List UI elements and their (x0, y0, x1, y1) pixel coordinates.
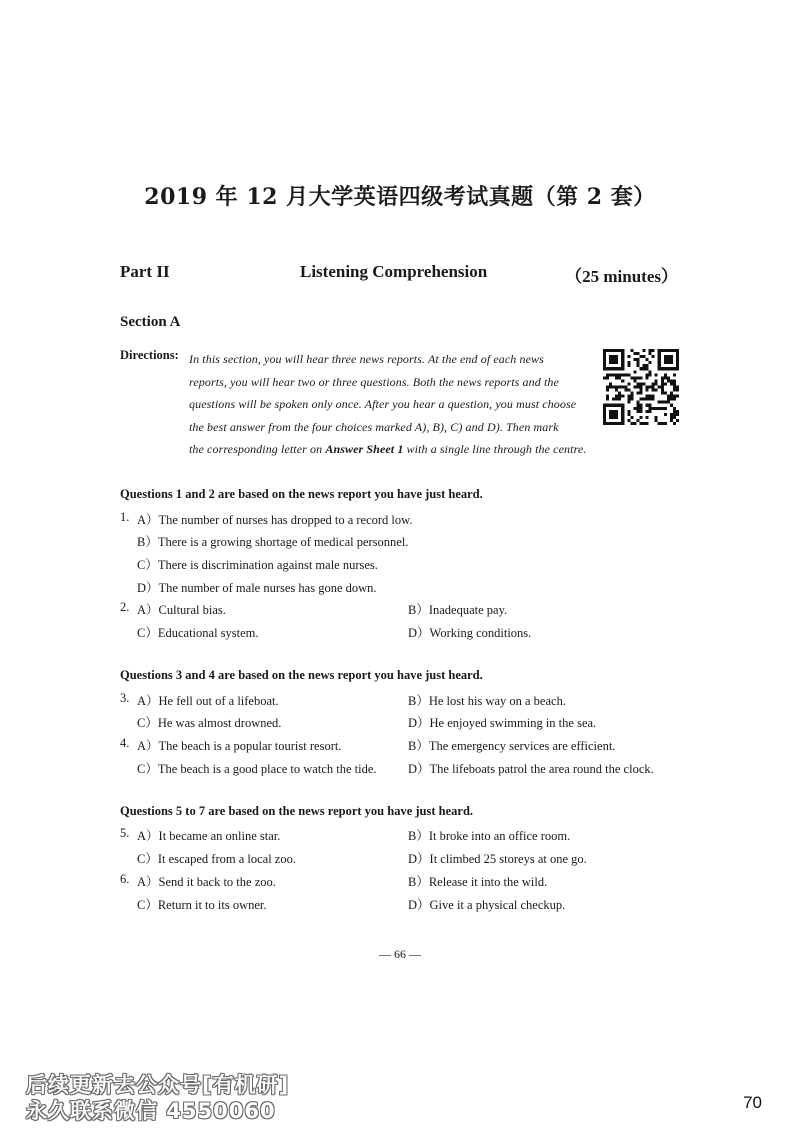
directions-line: the best answer from the four choices marked A), B), C) and D). Then mark (189, 419, 559, 434)
answer-option[interactable]: C）It escaped from a local zoo. (137, 852, 296, 866)
answer-option[interactable]: D）The lifeboats patrol the area round the clock. (408, 762, 654, 776)
answer-option[interactable]: A）It became an online star. (137, 829, 281, 843)
answer-option[interactable]: A）He fell out of a lifeboat. (137, 694, 279, 708)
question-number: 1. (120, 510, 130, 524)
answer-option[interactable]: D）The number of male nurses has gone down. (137, 581, 377, 595)
question-number: 5. (120, 826, 130, 840)
part-number: Part II (120, 262, 170, 281)
question-group-heading: Questions 1 and 2 are based on the news report you have just heard. (120, 487, 483, 501)
answer-option[interactable]: A）Send it back to the zoo. (137, 875, 276, 889)
answer-option[interactable]: A）The beach is a popular tourist resort. (137, 739, 342, 753)
scan-page-number: 70 (743, 1093, 762, 1112)
answer-option[interactable]: B）He lost his way on a beach. (408, 694, 566, 708)
directions-line: the corresponding letter on Answer Sheet 1 with a single line through the centre. (189, 442, 587, 457)
answer-option[interactable]: B）Inadequate pay. (408, 603, 508, 617)
answer-option[interactable]: C）The beach is a good place to watch the tide. (137, 762, 377, 776)
answer-option[interactable]: D）It climbed 25 storeys at one go. (408, 852, 587, 866)
answer-option[interactable]: A）Cultural bias. (137, 603, 226, 617)
answer-option[interactable]: D）Give it a physical checkup. (408, 898, 566, 912)
question-group-heading: Questions 3 and 4 are based on the news report you have just heard. (120, 668, 483, 682)
question-number: 4. (120, 736, 130, 750)
answer-option[interactable]: C）Return it to its owner. (137, 898, 267, 912)
question-number: 6. (120, 872, 130, 886)
answer-option[interactable]: B）There is a growing shortage of medical personnel. (137, 535, 409, 549)
answer-option[interactable]: C）There is discrimination against male nurses. (137, 558, 378, 572)
exam-title: 2019 年 12 月大学英语四级考试真题（第 2 套） (144, 184, 656, 210)
question-number: 3. (120, 691, 130, 705)
watermark-line: 后续更新去公众号[有机研] (26, 1073, 290, 1097)
qr-code-icon[interactable] (603, 349, 679, 425)
answer-sheet-label: Answer Sheet 1 (325, 442, 404, 457)
directions-text (189, 348, 619, 461)
part-name: Listening Comprehension (300, 262, 488, 281)
answer-option[interactable]: A）The number of nurses has dropped to a record low. (137, 513, 413, 527)
answer-option[interactable]: B）The emergency services are efficient. (408, 739, 616, 753)
directions-label: Directions: (120, 348, 179, 362)
part-time: （25 minutes） (565, 267, 678, 286)
watermark-line: 永久联系微信 4550060 (26, 1099, 276, 1123)
answer-option[interactable]: C）Educational system. (137, 626, 259, 640)
answer-option[interactable]: D）He enjoyed swimming in the sea. (408, 716, 597, 730)
question-number: 2. (120, 600, 130, 614)
directions-line: reports, you will hear two or three questions. Both the news reports and the (189, 374, 559, 389)
answer-option[interactable]: D）Working conditions. (408, 626, 532, 640)
answer-option[interactable]: B）It broke into an office room. (408, 829, 571, 843)
directions-line: In this section, you will hear three news reports. At the end of each news (189, 352, 544, 366)
watermark (26, 1072, 308, 1132)
question-group-heading: Questions 5 to 7 are based on the news report you have just heard. (120, 804, 474, 818)
answer-option[interactable]: C）He was almost drowned. (137, 716, 282, 730)
section-heading: Section A (120, 314, 181, 330)
answer-option[interactable]: B）Release it into the wild. (408, 875, 548, 889)
page-number: — 66 — (379, 947, 421, 961)
directions-line: questions will be spoken only once. After you hear a question, you must choose (189, 397, 577, 412)
part-header (120, 262, 680, 284)
